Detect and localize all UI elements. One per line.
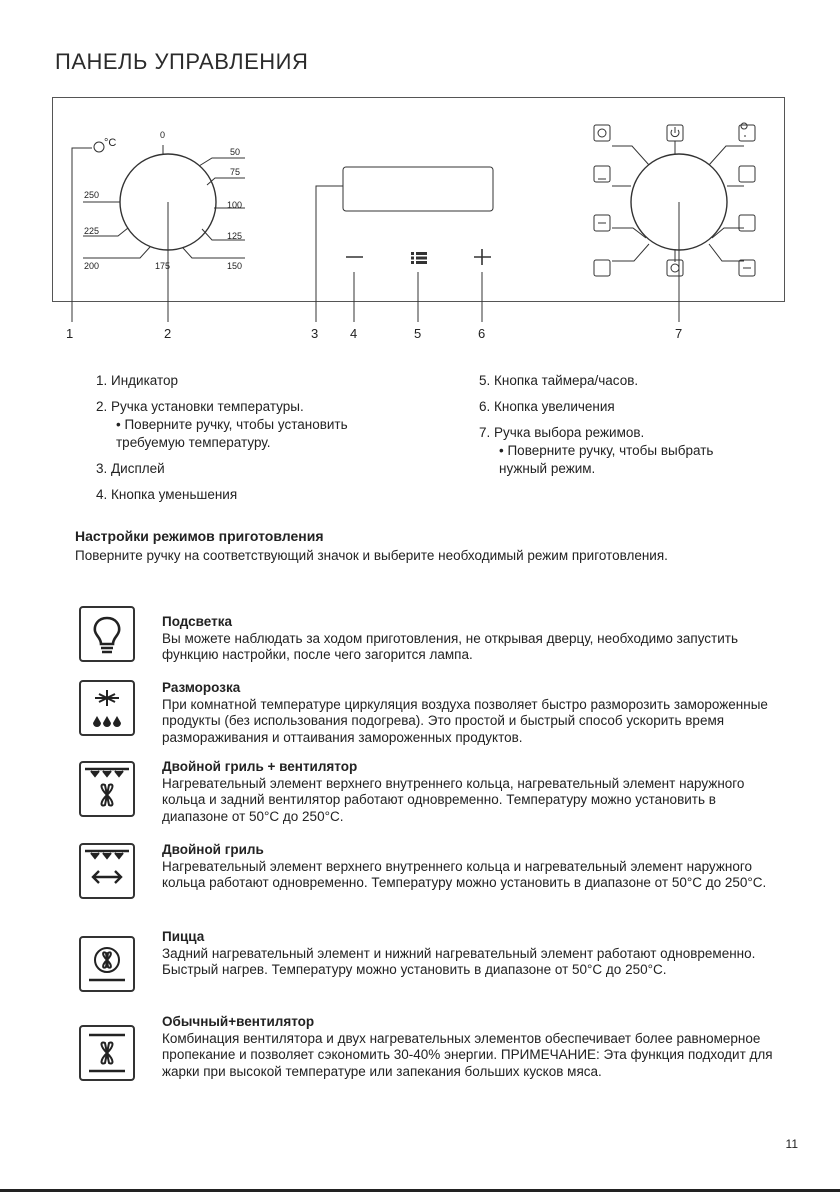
double-grill-icon [79,843,135,899]
mode-name: Обычный+вентилятор [162,1014,315,1029]
legend-item: 1. Индикатор [96,373,179,388]
legend-item: 6. Кнопка увеличения [479,399,615,414]
dial-label: 75 [230,167,241,177]
legend-right [479,372,779,486]
mode-pizza [162,929,777,979]
pizza-icon [79,936,135,992]
callout-number: 2 [164,326,172,341]
dial-label: 125 [227,231,243,241]
dial-label: 250 [84,190,100,200]
legend-subitem: • Поверните ручку, чтобы выбрать нужный режим. [499,443,714,476]
legend-item: 5. Кнопка таймера/часов. [479,373,639,388]
callout-number: 7 [675,326,683,341]
mode-name: Пицца [162,929,205,944]
mode-description: Комбинация вентилятора и двух нагревательных элементов обеспечивает более равномерное пропекание и позволяет сэкономить 30-40% энергии. ПРИМЕЧАНИЕ: Эта функция подходит для жарки при высокой температуре или запекания больших кусков мяса. [162,1030,773,1079]
section-title: Настройки режимов приготовления [75,528,324,544]
mode-description: При комнатной температуре циркуляция воздуха позволяет быстро разморозить замороженные продукты (без использования подогрева). Это простой и быстрый способ ускорить время размораживания и оттаивания замороженных продуктов. [162,696,768,745]
mode-name: Двойной гриль [162,842,264,857]
control-panel-diagram [0,0,840,345]
callout-number: 3 [311,326,319,341]
legend-subitem: • Поверните ручку, чтобы установить требуемую температуру. [116,417,348,450]
defrost-icon [79,680,135,736]
mode-name: Подсветка [162,614,232,629]
page-number: 11 [785,1137,798,1151]
temperature-unit: °C [104,137,117,149]
callout-number: 6 [478,326,486,341]
mode-conventional-fan [162,1014,777,1080]
legend-item: 7. Ручка выбора режимов. [479,425,645,440]
dial-label: 50 [230,147,241,157]
callout-number: 1 [66,326,74,341]
section-description: Поверните ручку на соответствующий значок и выберите необходимый режим приготовления. [75,548,668,563]
legend-left [96,372,416,512]
mode-description: Вы можете наблюдать за ходом приготовления, не открывая дверцу, необходимо запустить функцию настройки, после чего загорится лампа. [162,630,738,662]
dial-label: 0 [160,130,166,140]
indicator-light [94,142,104,152]
mode-name: Разморозка [162,680,241,695]
mode-double-grill [162,842,777,892]
legend-item: 4. Кнопка уменьшения [96,487,238,502]
conventional-fan-icon [79,1025,135,1081]
mode-name: Двойной гриль + вентилятор [162,759,358,774]
double-grill-fan-icon [79,761,135,817]
dial-label: 100 [227,200,243,210]
lamp-icon [79,606,135,662]
callout-number: 5 [414,326,422,341]
callout-number: 4 [350,326,358,341]
mode-defrost [162,680,777,746]
mode-description: Нагревательный элемент верхнего внутреннего кольца, нагревательный элемент наружного кольца и задний вентилятор работают одновременно. Температуру можно установить в диапазоне от 50°C до 250°C. [162,775,745,824]
dial-label: 200 [84,261,100,271]
mode-description: Задний нагревательный элемент и нижний нагревательный элемент работают одновременно. Быстрый нагрев. Температуру можно установить в диапазоне от 50°C до 250°C. [162,945,756,977]
mode-double-grill-fan [162,759,777,825]
dial-label: 150 [227,261,243,271]
mode-description: Нагревательный элемент верхнего внутреннего кольца и нагревательный элемент наружного кольца работают одновременно. Температуру можно установить в диапазоне от 50°C до 250°C. [162,858,767,890]
page-title: ПАНЕЛЬ УПРАВЛЕНИЯ [55,49,309,74]
legend-item: 3. Дисплей [96,461,165,476]
mode-lamp [162,614,777,664]
display [343,167,493,211]
dial-label: 225 [84,226,100,236]
legend-item: 2. Ручка установки температуры. [96,399,304,414]
dial-label: 175 [155,261,171,271]
